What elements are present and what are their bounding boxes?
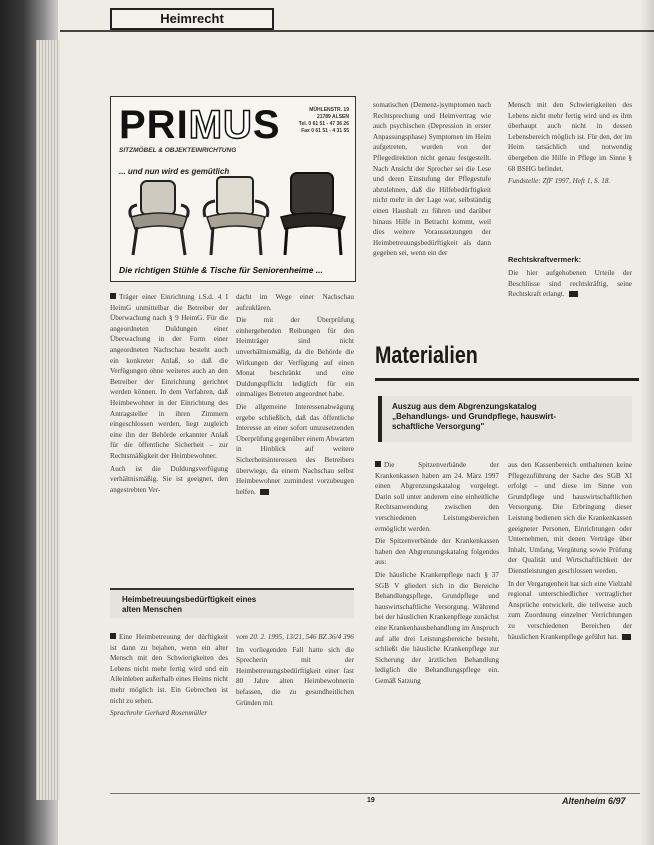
- paragraph: Die Spitzenverbände der Krankenkassen haben den Abgrenzungskatalog folgendes aus:: [375, 537, 499, 567]
- bullet-square: [110, 293, 116, 299]
- paragraph: [110, 632, 228, 706]
- ad-subtitle: SITZMÖBEL & OBJEKTEINRICHTUNG: [119, 147, 237, 154]
- address-line: Tel. 0 61 51 - 47 36 26: [298, 121, 349, 127]
- reference-note: vom 20. 2. 1995, 13/21, 546 BZ 36/4 396: [236, 633, 354, 641]
- box-title-line: Heimbetreuungsbedürftigkeit eines: [122, 595, 257, 604]
- footer-rule: [110, 793, 640, 794]
- article-column-3: [373, 100, 491, 261]
- primus-logo: [119, 103, 281, 148]
- box-title-line: alten Menschen: [122, 605, 183, 614]
- paragraph: aus den Kassenbereich enthaltenen keine Pflegezuführung der Sache des SGB XI erfolgt – und diese im Sinne von Grundpflege und hauswirtschaftlichen Versorgung. Die Erbringung dieser Leistung bedienen sich die Krankenkassen geeigneter Personen, Einrichtungen oder Unternehmen, mit denen Verträge über Inhalt, Umfang, Vergütung sowie Prüfung der Qualität und Wirtschaftlichkeit der Dienstleistungen geschlossen werden.: [508, 461, 632, 575]
- paragraph-text: Träger einer Einrichtung i.S.d. 4 I HeimG unmittelbar die Betreiber der Überwachung nach § 9 HeimG. Für die angeordneten Duldungen einer Überwachung in der Form einer angeordneten Nachschau besteht auch ein konkreter Anlaß, so daß die Verfügungen ohne weiteres auch an den Betreiber der Einrichtung gerichtet werden können. In dem Verfahren, daß Heimbewohner in der Einrichtung des Antragsteller in ihren Zimmern eingeschlossen werden, liegt zugleich eine ihn der Behörde erkannter Anlaß für die öffentliche Sicherheit – zur Rechtsmäßigkeit der Heimbewohner.: [110, 293, 228, 460]
- source-note: Sprachrohr Gerhard Rosenmüller: [110, 709, 208, 718]
- paragraph: Die mit der Überprüfung einhergehenden Reibungen für den Heimträger sind nicht unverhältnismäßig, da die Behörde die Wirkungen der Verfügung auf einen Monat beschränkt und eine Duldungspflicht lediglich für ein einmaliges Betreten angeordnet habe.: [236, 316, 354, 399]
- bottom-article-column-2: [236, 632, 354, 710]
- article-column-4-after: [508, 268, 632, 302]
- address-line: Fax 0 61 51 - 4 31 55: [301, 128, 349, 134]
- right-edge-shadow: [640, 0, 654, 845]
- ad-address: [291, 107, 349, 135]
- paragraph: [508, 268, 632, 300]
- article-column-4: [508, 100, 632, 189]
- materialien-box-header: [378, 396, 632, 442]
- bullet-square: [375, 461, 381, 467]
- header-rule: [60, 30, 654, 32]
- logo-part: PRI: [119, 103, 189, 147]
- paragraph: dacht im Wege einer Nachschau aufzuklären.: [236, 293, 354, 312]
- materialien-heading: Materialien: [375, 342, 478, 369]
- end-mark-icon: [622, 634, 631, 640]
- paragraph: Im vorliegenden Fall hatte sich die Sprecherin mit der Heimbetreuungsbedürftigkeit einer fast 80 Jahre alten Heimbewohnerin befassen, die zu gesundheitlichen Gründen mit: [236, 645, 354, 707]
- address-line: 21789 ALSEN: [316, 114, 349, 120]
- paragraph: Mensch mit den Schwierigkeiten des Lebens nicht mehr fertig wird und es ihm überhaupt auch nicht in dessen Lebensbereich möglich ist. Für den, der im Heim tatsächlich und notwendig übergeben die Hilfe in Pflege im Sinne § 68 BSHG befindet.: [508, 101, 632, 173]
- paragraph: [375, 460, 499, 534]
- box-accent-bar: [378, 396, 382, 442]
- paragraph-text: Eine Heimbetreuung der dürftigkeit ist dann zu bejahen, wenn ein alter Mensch mit den Schwierigkeiten des Lebens nicht mehr fertig wird und ein Alleinleben außerhalb eines Heims nicht mehr möglich ist. Ein Gebrechen ist nicht zu sehen.: [110, 633, 228, 705]
- materialien-column-b: [508, 460, 632, 644]
- chair-illustration: [201, 175, 271, 257]
- article-column-2: [236, 292, 354, 499]
- section-header: [110, 8, 274, 30]
- box-title-line: schaftliche Versorgung": [392, 422, 485, 431]
- materialien-column-a: [375, 460, 499, 688]
- article-box-header: [110, 588, 354, 618]
- paragraph: [110, 292, 228, 462]
- paragraph: [508, 579, 632, 643]
- materialien-rule: [375, 378, 639, 381]
- subheading-rechtskraft: Rechtskraftvermerk:: [508, 255, 581, 264]
- box-title-line: „Behandlungs- und Grundpflege, hauswirt-: [392, 412, 556, 421]
- logo-part: MU: [188, 103, 253, 147]
- bottom-article-column-1: [110, 632, 228, 721]
- paragraph: Auch ist die Duldungsverfügung verhältnismäßig. Sie ist geeignet, den angestrebten Ver-: [110, 464, 228, 494]
- primus-advertisement: [110, 96, 356, 282]
- page-stack-edge: [36, 40, 60, 800]
- chair-illustration: [277, 171, 349, 257]
- chair-illustration: [125, 177, 195, 257]
- address-line: MÜHLENSTR. 19: [309, 107, 349, 113]
- paragraph-text: In der Vergangenheit hat sich eine Vielzahl regional unterschiedlicher vertraglicher Ansprüche entwickelt, die teilweise auch zum Zuordnung einzelner Verrichtungen zu verschiedenen Bereichen der häuslichen Krankenpflege geführt hat.: [508, 579, 632, 641]
- end-mark-icon: [569, 291, 578, 297]
- paragraph-text: Die Spitzenverbände der Krankenkassen haben am 24. März 1997 einen Abgrenzungskatalog vorgelegt. Darin soll unter anderem eine einheitliche Rechtsanwendung zwischen den verschiedenen Leistungsbereichen ermöglicht werden.: [375, 461, 499, 533]
- ad-tagline: ... und nun wird es gemütlich: [119, 167, 230, 176]
- magazine-brand: Altenheim 6/97: [562, 796, 626, 806]
- box-title-line: Auszug aus dem Abgrenzungskatalog: [392, 402, 537, 411]
- end-mark-icon: [260, 489, 269, 495]
- source-note: Fundstelle: ZfF 1997, Heft 1, S. 18.: [508, 177, 611, 186]
- page-number: 19: [367, 797, 375, 804]
- ad-bottom-line: Die richtigen Stühle & Tische für Seniorenheime ...: [119, 265, 323, 275]
- article-column-1: [110, 292, 228, 497]
- section-title: Heimrecht: [160, 11, 224, 26]
- paragraph-text: Die allgemeine Interessenabwägung ergebe schließlich, daß das öffentliche Interesse an einer sofort umzusetzenden Überprüfung gegenüber einem Abwarten in Hinblick auf weitere Sicherheitsinteressen des Betreibers überwiege, da einem Nachschau selbst Heimbewohner zumindest vorzubeugen helfen.: [236, 402, 354, 496]
- paragraph-text: Die hier aufgehobenen Urteile der Beschlüsse sind rechtskräftig, seine Rechtskraft erlangt.: [508, 269, 632, 299]
- paragraph: somatischen (Demenz-)symptomen nach Rechtsprechung und Heimvertrag wie auch psychischen (Depression in erster Anpassungsphase) Symptomen im Heim aufgetreten, wurden von der Pflegedirektion nicht genau festgestellt. Nach Ansicht der Sprecher sei die Lese und deren Einstufung der Pflegestufe abzulehnen, daß die Hilfebedürftigkeit nicht mehr in der Lage war, selbständig einen Haushalt zu führen und darüber hinaus Hilfe in Betracht kommt, weil dies weitere Voraussetzungen der Heimbetreuungsbedürftigkeit als dann gegeben sei, wenn ein der: [373, 101, 491, 258]
- logo-part: S: [252, 103, 281, 147]
- paragraph: [236, 402, 354, 497]
- bullet-square: [110, 633, 116, 639]
- paragraph: Die häusliche Krankenpflege nach § 37 SGB V gliedert sich in die Bereiche Behandlungspflege, Grundpflege und hauswirtschaftliche Versorgung. Während bei der häuslichen Krankenpflege zunächst eine Krankenhausbehandlung im Anspruch auf alle drei Leistungsbereiche besteht, schließt die häusliche Krankenpflege zur Sicherung der ärztlichen Behandlung lediglich die Behandlungspflege ein. Gemäß Satzung: [375, 570, 499, 685]
